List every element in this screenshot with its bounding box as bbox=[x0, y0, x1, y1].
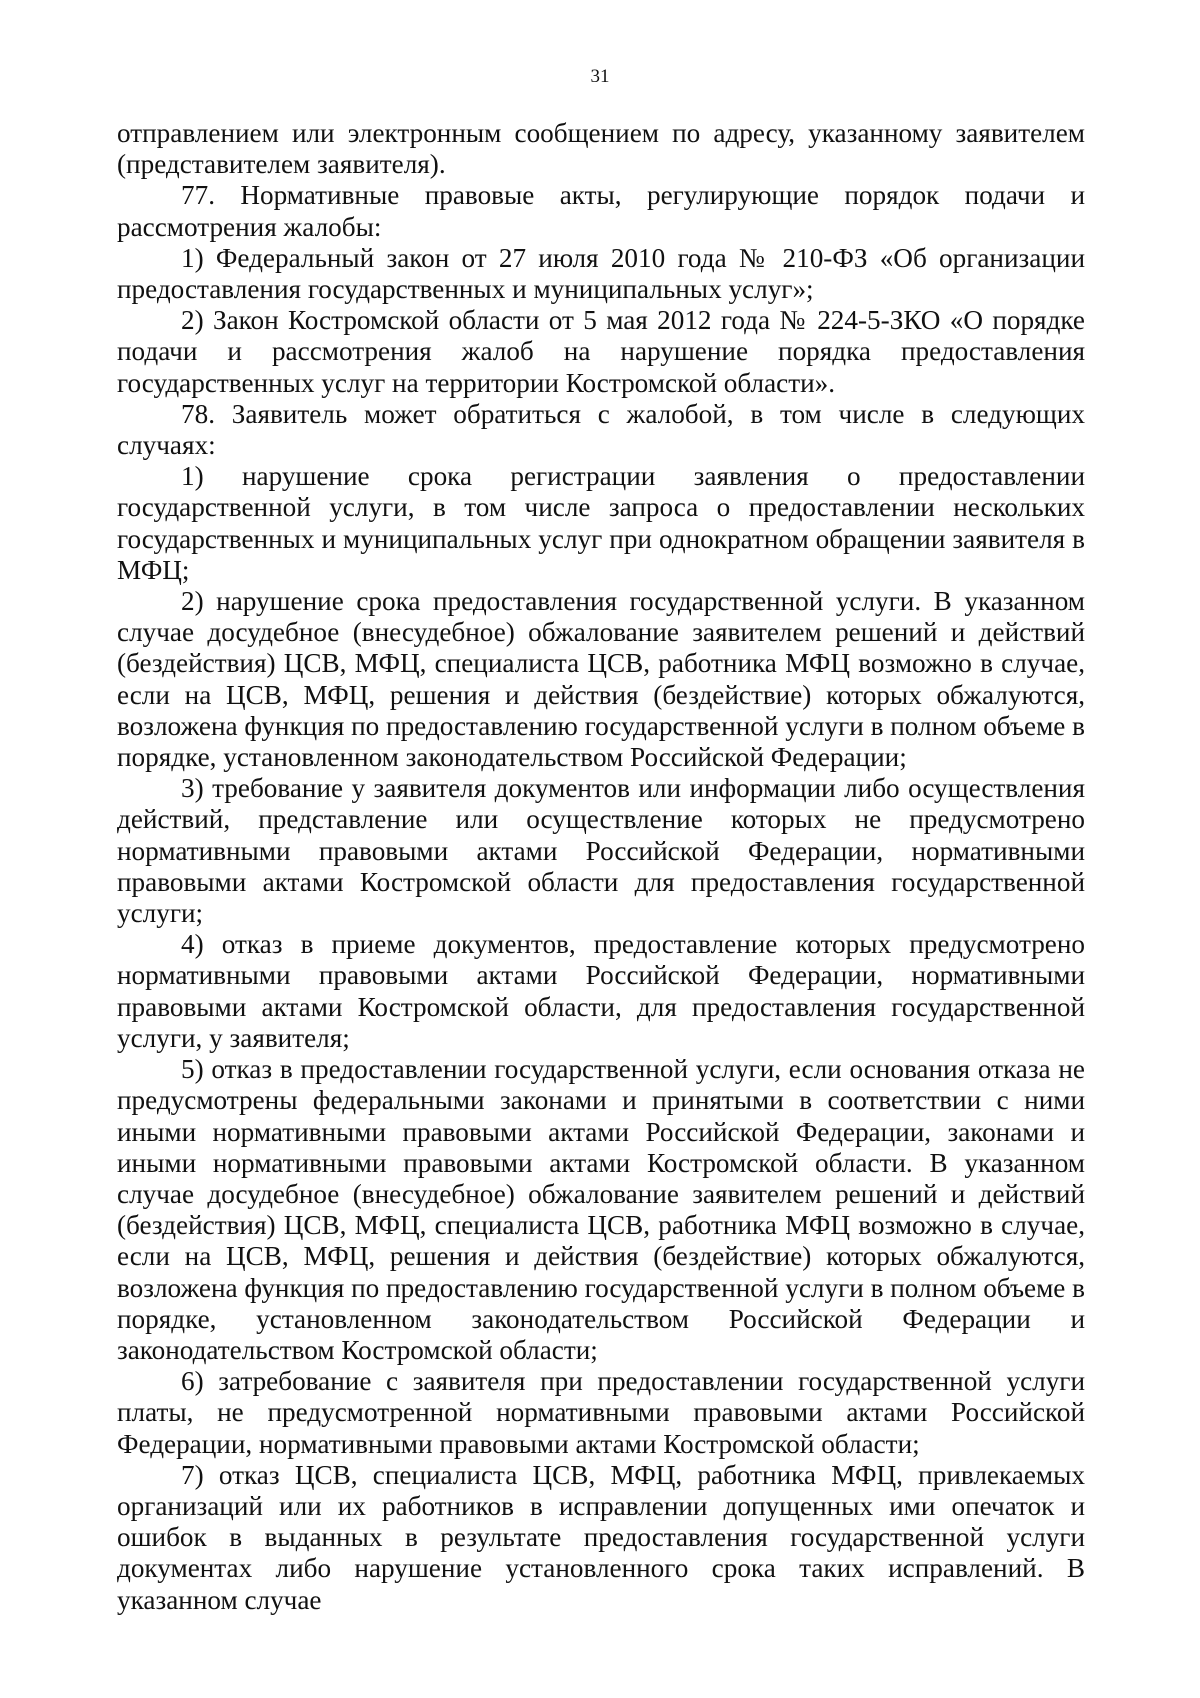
paragraph: 6) затребование с заявителя при предоставлении государственной услуги платы, не предусмотренной нормативными правовыми актами Российской Федерации, нормативными правовыми актами Костромской области; bbox=[117, 1366, 1085, 1459]
paragraph: 77. Нормативные правовые акты, регулирующие порядок подачи и рассмотрения жалобы: bbox=[117, 180, 1085, 242]
paragraph: отправлением или электронным сообщением по адресу, указанному заявителем (представителем заявителя). bbox=[117, 118, 1085, 180]
paragraph: 78. Заявитель может обратиться с жалобой, в том числе в следующих случаях: bbox=[117, 398, 1085, 461]
paragraph: 1) Федеральный закон от 27 июля 2010 года № 210-ФЗ «Об организации предоставления государственных и муниципальных услуг»; bbox=[117, 242, 1085, 305]
paragraph: 3) требование у заявителя документов или информации либо осуществления действий, представление или осуществление которых не предусмотрено нормативными правовыми актами Российской Федерации, нормативными правовыми актами Костромской области для предоставления государственной услуги; bbox=[117, 773, 1085, 929]
paragraph: 4) отказ в приеме документов, предоставление которых предусмотрено нормативными правовыми актами Российской Федерации, нормативными правовыми актами Костромской области, для предоставления государственной услуги, у заявителя; bbox=[117, 929, 1085, 1053]
paragraph: 2) Закон Костромской области от 5 мая 2012 года № 224-5-ЗКО «О порядке подачи и рассмотрения жалоб на нарушение порядка предоставления государственных услуг на территории Костромской области». bbox=[117, 305, 1085, 398]
paragraph: 1) нарушение срока регистрации заявления о предоставлении государственной услуги, в том числе запроса о предоставлении нескольких государственных и муниципальных услуг при однократном обращении заявителя в МФЦ; bbox=[117, 461, 1085, 585]
paragraph: 7) отказ ЦСВ, специалиста ЦСВ, МФЦ, работника МФЦ, привлекаемых организаций или их работников в исправлении допущенных ими опечаток и ошибок в выданных в результате предоставления государственной услуги документах либо нарушение установленного срока таких исправлений. В указанном случае bbox=[117, 1459, 1085, 1615]
page-number: 31 bbox=[590, 66, 610, 87]
paragraph: 5) отказ в предоставлении государственной услуги, если основания отказа не предусмотрены федеральными законами и принятыми в соответствии с ними иными нормативными правовыми актами Российской Федерации, законами и иными нормативными правовыми актами Костромской области. В указанном случае досудебное (внесудебное) обжалование заявителем решений и действий (бездействия) ЦСВ, МФЦ, специалиста ЦСВ, работника МФЦ возможно в случае, если на ЦСВ, МФЦ, решения и действия (бездействие) которых обжалуются, возложена функция по предоставлению государственной услуги в полном объеме в порядке, установленном законодательством Российской Федерации и законодательством Костромской области; bbox=[117, 1054, 1085, 1365]
document-body bbox=[117, 118, 1085, 1616]
paragraph: 2) нарушение срока предоставления государственной услуги. В указанном случае досудебное (внесудебное) обжалование заявителем решений и действий (бездействия) ЦСВ, МФЦ, специалиста ЦСВ, работника МФЦ возможно в случае, если на ЦСВ, МФЦ, решения и действия (бездействие) которых обжалуются, возложена функция по предоставлению государственной услуги в полном объеме в порядке, установленном законодательством Российской Федерации; bbox=[117, 586, 1085, 773]
